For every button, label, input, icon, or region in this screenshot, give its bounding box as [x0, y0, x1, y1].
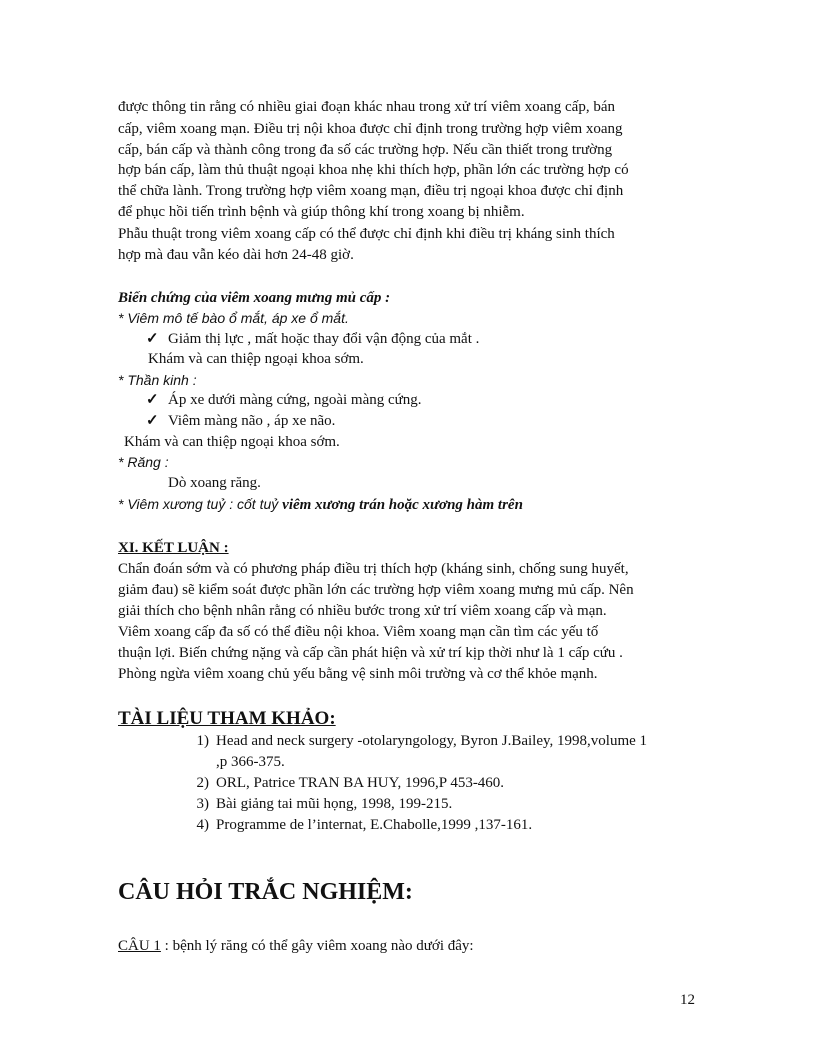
references-heading: TÀI LIỆU THAM KHẢO:	[118, 708, 336, 729]
intro-line: cấp, viêm xoang mạn. Điều trị nội khoa được chỉ định trong trường hợp viêm xoang	[118, 121, 623, 137]
reference-text: ORL, Patrice TRAN BA HUY, 1996,P 453-460.	[216, 775, 505, 791]
conclusion-line: giải thích cho bệnh nhân rằng có nhiều bước trong xử trí viêm xoang cấp và mạn.	[118, 603, 607, 619]
intro-line: cấp, bán cấp và thành công trong đa số các trường hợp. Nếu cần thiết trong trường	[118, 142, 613, 158]
question-1	[118, 936, 474, 956]
neuro-bullet-text: Áp xe dưới màng cứng, ngoài màng cứng.	[168, 392, 422, 408]
eye-bullet-text: Giảm thị lực , mất hoặc thay đổi vận động của mắt .	[168, 331, 480, 347]
intro-line: để phục hồi tiến trình bệnh và giúp thông khí trong xoang bị nhiễm.	[118, 204, 525, 220]
intro-line: Phẫu thuật trong viêm xoang cấp có thể được chỉ định khi điều trị kháng sinh thích	[118, 226, 615, 242]
conclusion-heading: XI. KẾT LUẬN :	[118, 540, 229, 556]
eye-complication-title: * Viêm mô tế bào ổ mắt, áp xe ổ mắt.	[118, 310, 349, 326]
reference-text: Head and neck surgery -otolaryngology, Byron J.Bailey, 1998,volume 1	[216, 733, 648, 749]
page-number: 12	[680, 992, 695, 1008]
teeth-complication-title: * Răng :	[118, 454, 169, 470]
reference-number: 4)	[196, 817, 209, 833]
bone-complication	[118, 494, 523, 515]
bone-complication-prefix: * Viêm xương tuỷ : cốt tuỷ	[118, 496, 283, 512]
question-1-label: CÂU 1	[118, 938, 161, 954]
intro-line: thể chữa lành. Trong trường hợp viêm xoang mạn, điều trị ngoại khoa được chỉ định	[118, 183, 624, 199]
question-1-text: : bệnh lý răng có thể gây viêm xoang nào dưới đây:	[160, 938, 474, 954]
eye-action: Khám và can thiệp ngoại khoa sớm.	[148, 351, 364, 367]
conclusion-line: Chẩn đoán sớm và có phương pháp điều trị thích hợp (kháng sinh, chống sung huyết,	[118, 561, 629, 577]
conclusion-line: Phòng ngừa viêm xoang chủ yếu bằng vệ sinh môi trường và cơ thể khỏe mạnh.	[118, 666, 598, 682]
bone-complication-detail: viêm xương trán hoặc xương hàm trên	[282, 497, 523, 513]
reference-text-continued: ,p 366-375.	[216, 754, 285, 770]
checkmark-icon: ✓	[146, 413, 159, 429]
conclusion-line: thuận lợi. Biến chứng nặng và cấp cần phát hiện và xử trí kịp thời như là 1 cấp cứu .	[118, 645, 623, 661]
conclusion-line: Viêm xoang cấp đa số có thể điều nội khoa. Viêm xoang mạn cần tìm các yếu tố	[118, 624, 599, 640]
reference-text: Programme de l’internat, E.Chabolle,1999 ,137-161.	[216, 817, 533, 833]
checkmark-icon: ✓	[146, 392, 159, 408]
checkmark-icon: ✓	[146, 331, 159, 347]
reference-number: 2)	[196, 775, 209, 791]
intro-line: hợp mà đau vẫn kéo dài hơn 24-48 giờ.	[118, 247, 354, 263]
neuro-action: Khám và can thiệp ngoại khoa sớm.	[124, 434, 340, 450]
intro-line: được thông tin rằng có nhiều giai đoạn khác nhau trong xử trí viêm xoang cấp, bán	[118, 99, 615, 115]
teeth-item: Dò xoang răng.	[168, 475, 261, 491]
reference-number: 3)	[196, 796, 209, 812]
reference-text: Bài giảng tai mũi họng, 1998, 199-215.	[216, 796, 453, 812]
quiz-heading: CÂU HỎI TRẮC NGHIỆM:	[118, 879, 413, 905]
neuro-bullet-text: Viêm màng não , áp xe não.	[168, 413, 336, 429]
neuro-complication-title: * Thần kinh :	[118, 372, 197, 388]
complications-heading: Biến chứng của viêm xoang mưng mủ cấp :	[118, 290, 391, 306]
intro-line: hợp bán cấp, làm thủ thuật ngoại khoa nhẹ khi thích hợp, phần lớn các trường hợp có	[118, 162, 629, 178]
reference-number: 1)	[196, 733, 209, 749]
conclusion-line: giảm đau) sẽ kiểm soát được phần lớn các trường hợp viêm xoang mưng mủ cấp. Nên	[118, 582, 634, 598]
